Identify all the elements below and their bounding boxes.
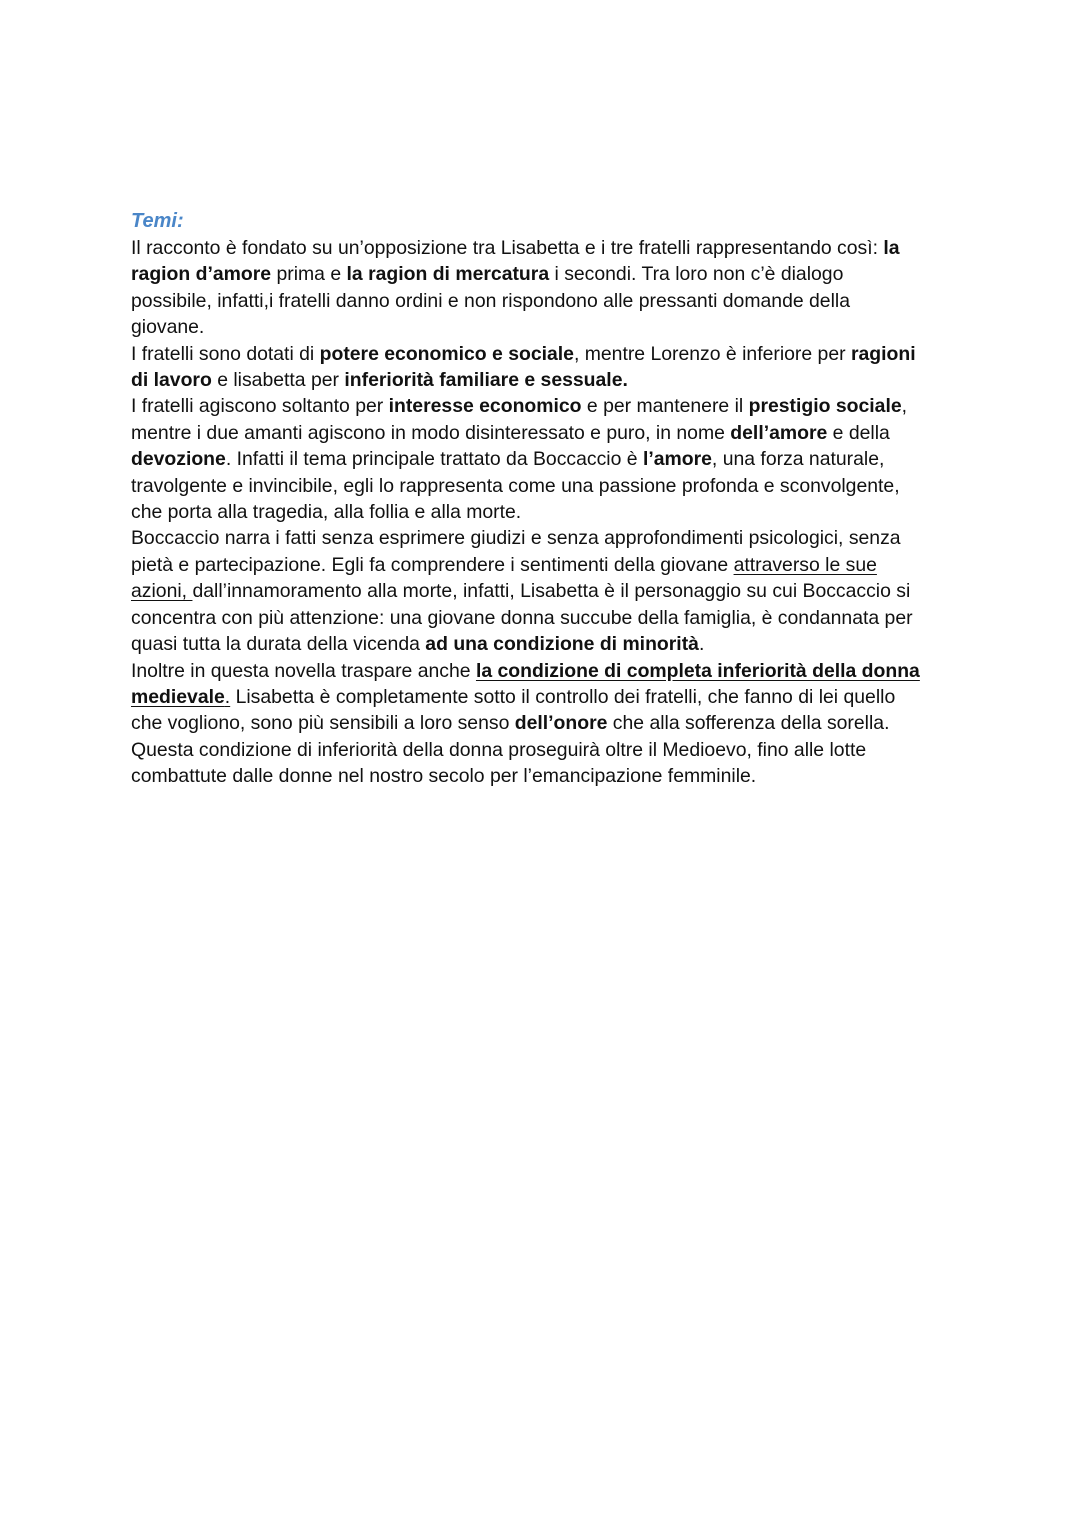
text-run: che vogliono, sono più sensibili a loro senso xyxy=(131,712,515,735)
text-run: concentra con più attenzione: una giovane donna succube della famiglia, è condannata per xyxy=(131,606,913,629)
text-run: che porta alla tragedia, alla follia e alla morte. xyxy=(131,501,522,524)
bold-text: inferiorità familiare e sessuale. xyxy=(344,369,628,392)
text-run: Lisabetta è completamente sotto il controllo dei fratelli, che fanno di lei quello xyxy=(230,685,896,708)
bold-text: devozione xyxy=(131,448,226,471)
text-line xyxy=(131,288,961,314)
bold-text: la ragion di mercatura xyxy=(346,263,550,286)
section-heading: Temi: xyxy=(131,210,184,232)
text-run: quasi tutta la durata della vicenda xyxy=(131,633,426,656)
text-line xyxy=(131,658,961,684)
text-line xyxy=(131,420,961,446)
text-line xyxy=(131,314,961,340)
text-run: I fratelli agiscono soltanto per xyxy=(131,395,389,418)
text-run: e lisabetta per xyxy=(211,369,345,392)
text-line xyxy=(131,578,961,604)
underlined-text: azioni, xyxy=(131,580,193,603)
text-line xyxy=(131,499,961,525)
text-run: . xyxy=(698,633,705,656)
bold-text: ragioni xyxy=(850,342,916,365)
bold-text: ragion d’amore xyxy=(131,263,272,286)
text-line xyxy=(131,710,961,736)
text-run: possibile, infatti,i fratelli danno ordini e non rispondono alle pressanti domande della xyxy=(131,289,850,312)
text-run: prima e xyxy=(271,263,347,286)
text-line xyxy=(131,605,961,631)
text-line xyxy=(131,261,961,287)
text-run: , una forza naturale, xyxy=(711,448,885,471)
bold-text: dell’amore xyxy=(730,421,828,444)
underlined-text: . xyxy=(224,685,231,708)
bold-text: interesse economico xyxy=(388,395,582,418)
bold-underlined-text: medievale xyxy=(131,685,225,708)
text-run: Il racconto è fondato su un’opposizione tra Lisabetta e i tre fratelli rappresentando così: xyxy=(131,237,884,259)
text-run: mentre i due amanti agiscono in modo disinteressato e puro, in nome xyxy=(131,421,731,444)
text-line xyxy=(131,552,961,578)
text-run: , mentre Lorenzo è inferiore per xyxy=(573,342,851,365)
bold-text: la xyxy=(883,237,900,259)
text-line xyxy=(131,525,961,551)
text-run: e per mantenere il xyxy=(581,395,749,418)
text-run: Inoltre in questa novella traspare anche xyxy=(131,659,476,682)
paragraph xyxy=(131,393,961,525)
paragraphs-container xyxy=(131,235,961,790)
text-run: combattute dalle donne nel nostro secolo per l’emancipazione femminile. xyxy=(131,765,757,788)
bold-text: ad una condizione di minorità xyxy=(425,633,699,656)
paragraph xyxy=(131,235,961,341)
text-line xyxy=(131,473,961,499)
bold-text: potere economico e sociale xyxy=(319,342,574,365)
text-line xyxy=(131,393,961,419)
text-run: travolgente e invincibile, egli lo rappresenta come una passione profonda e sconvolgente, xyxy=(131,474,900,497)
text-run: Boccaccio narra i fatti senza esprimere giudizi e senza approfondimenti psicologici, senza xyxy=(131,527,901,550)
text-run: . Infatti il tema principale trattato da Boccaccio è xyxy=(225,448,643,471)
text-run: che alla sofferenza della sorella. xyxy=(607,712,890,735)
bold-text: dell’onore xyxy=(514,712,608,735)
bold-text: l’amore xyxy=(642,448,712,471)
text-line xyxy=(131,737,961,763)
document-body xyxy=(131,207,961,790)
text-line xyxy=(131,341,961,367)
text-run: , xyxy=(901,395,908,418)
text-run: i secondi. Tra loro non c’è dialogo xyxy=(549,263,844,286)
text-line xyxy=(131,763,961,789)
text-run: giovane. xyxy=(131,316,205,339)
paragraph xyxy=(131,341,961,394)
text-line xyxy=(131,446,961,472)
paragraph xyxy=(131,525,961,657)
text-run: dall’innamoramento alla morte, infatti, Lisabetta è il personaggio su cui Boccaccio si xyxy=(192,580,911,603)
text-line xyxy=(131,367,961,393)
paragraph xyxy=(131,658,961,790)
text-line xyxy=(131,235,961,261)
text-run: I fratelli sono dotati di xyxy=(131,342,320,365)
bold-text: di lavoro xyxy=(131,369,212,392)
text-run: pietà e partecipazione. Egli fa comprendere i sentimenti della giovane xyxy=(131,553,734,576)
text-run: e della xyxy=(827,421,890,444)
bold-underlined-text: la condizione di completa inferiorità della donna xyxy=(475,659,920,682)
text-line xyxy=(131,684,961,710)
underlined-text: attraverso le sue xyxy=(733,553,877,576)
text-line xyxy=(131,631,961,657)
text-run: Questa condizione di inferiorità della donna proseguirà oltre il Medioevo, fino alle lotte xyxy=(131,738,867,761)
bold-text: prestigio sociale xyxy=(748,395,902,418)
